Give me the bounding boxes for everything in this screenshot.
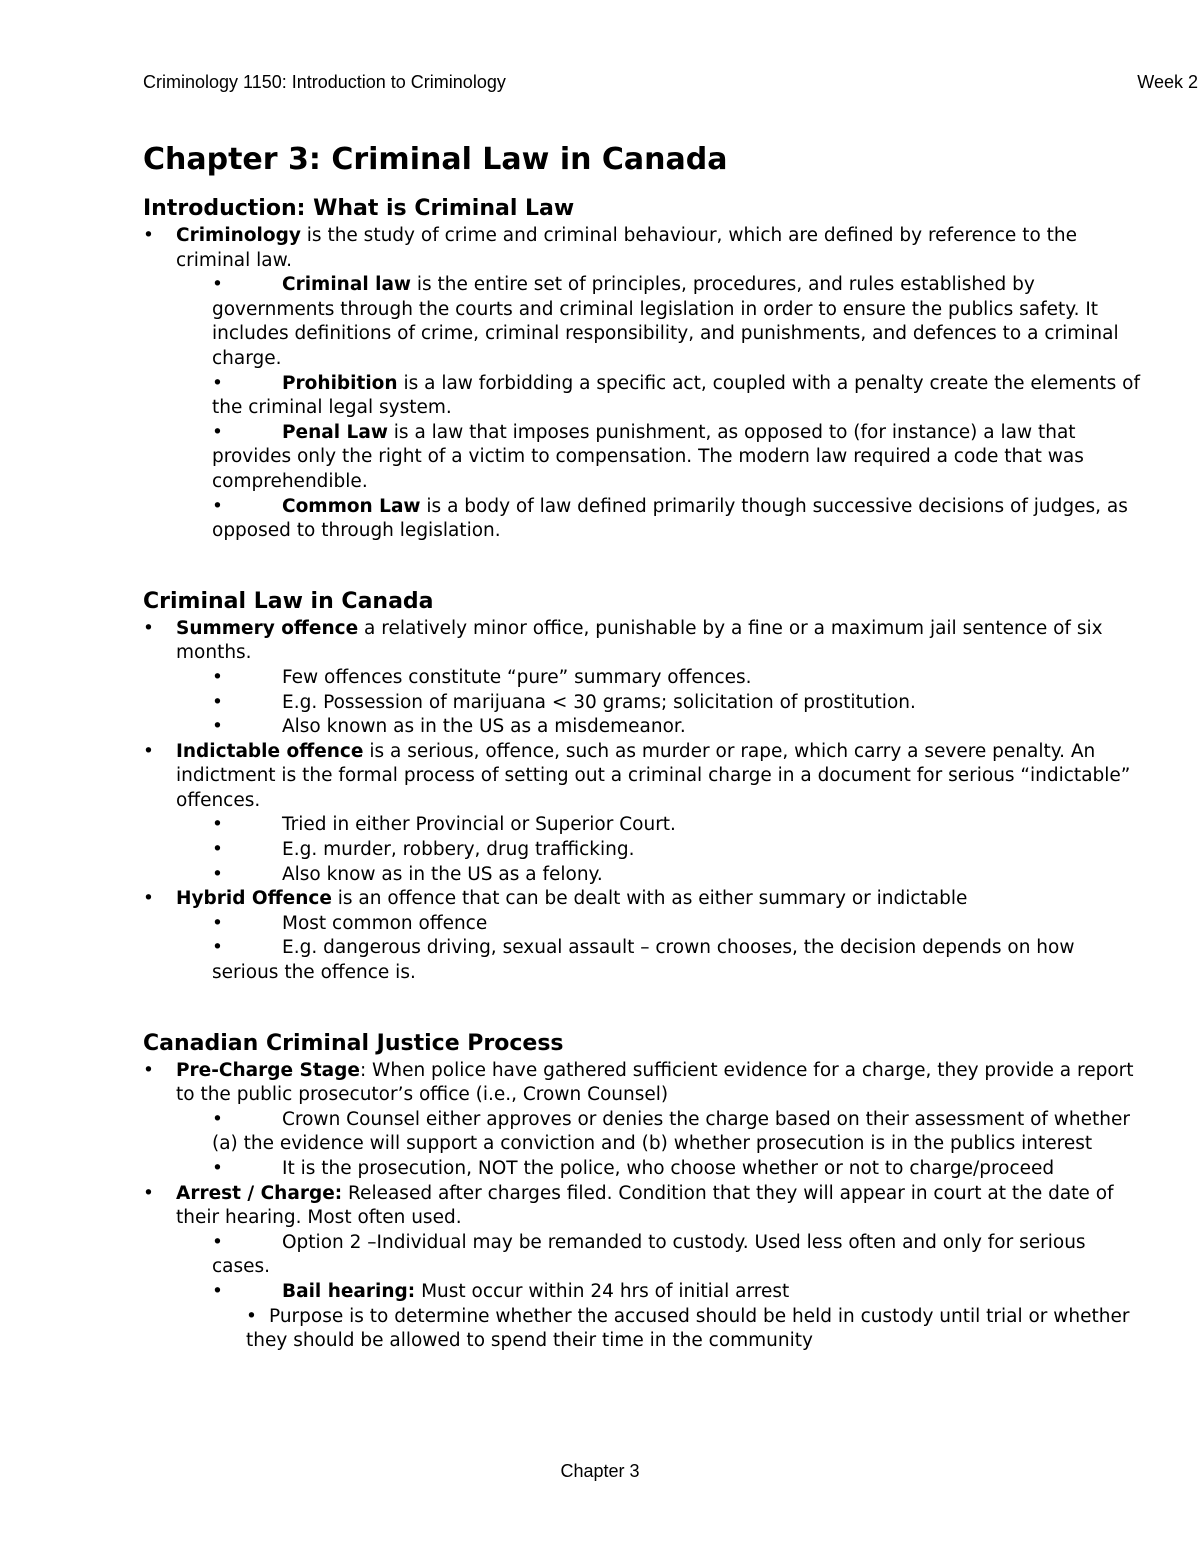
list-item — [212, 912, 1143, 937]
list-item — [212, 1108, 1143, 1157]
term: Pre-Charge Stage — [176, 1059, 360, 1081]
definition: is an offence that can be dealt with as either summary or indictable — [331, 888, 968, 910]
term: Summery offence — [176, 617, 359, 639]
document-body — [143, 140, 1143, 1354]
definition: is a law that imposes punishment, as opposed to (for instance) a law that provides only the right of a victim to compensation. The modern law required a code that was comprehendible. — [212, 421, 1084, 492]
sub-point: Purpose is to determine whether the accused should be held in custody until trial or whether they should be allowed to spend their time in the community — [246, 1305, 1130, 1352]
bullet-icon: • — [143, 888, 154, 910]
definition: : When police have gathered sufficient evidence for a charge, they provide a report to the public prosecutor’s office (i.e., Crown Counsel) — [176, 1059, 1134, 1106]
sub-point: Few offences constitute “pure” summary offences. — [282, 666, 752, 688]
bullet-icon: • — [212, 863, 223, 885]
term: Bail hearing: — [282, 1280, 416, 1302]
definition: is the entire set of principles, procedures, and rules established by governments through the courts and criminal legislation in order to ensure the publics safety. It includes definitions of crime, criminal responsibility, and punishments, and defences to a criminal charge. — [212, 274, 1119, 369]
bullet-icon: • — [212, 421, 223, 443]
bullet-icon: • — [246, 1305, 257, 1327]
section-heading: Criminal Law in Canada — [143, 588, 434, 614]
bullet-icon: • — [143, 1059, 154, 1081]
page-footer: Chapter 3 — [560, 1461, 640, 1481]
sub-point: Also known as in the US as a misdemeanor. — [282, 716, 686, 738]
bullet-icon: • — [212, 1108, 223, 1130]
definition: is a body of law defined primarily though successive decisions of judges, as opposed to through legislation. — [212, 495, 1128, 542]
list-item — [212, 495, 1143, 544]
running-header-week: Week 2 — [1137, 72, 1198, 92]
list-item — [212, 1231, 1143, 1280]
definition: Must occur within 24 hrs of initial arrest — [415, 1280, 790, 1302]
term: Criminology — [176, 225, 301, 246]
definition: is a serious, offence, such as murder or rape, which carry a severe penalty. An indictment is the formal process of setting out a criminal charge in a document for serious “indictable” offences. — [176, 740, 1131, 811]
sub-point: E.g. dangerous driving, sexual assault – crown chooses, the decision depends on how serious the offence is. — [212, 937, 1075, 984]
list-item — [143, 740, 1143, 814]
list-item — [212, 666, 1143, 691]
term: Common Law — [282, 495, 421, 517]
section-introduction — [143, 194, 1143, 544]
list-item — [212, 421, 1143, 495]
list-item — [212, 1280, 1143, 1305]
list-item — [143, 617, 1143, 666]
list-item — [212, 715, 1143, 740]
list-item — [212, 273, 1143, 371]
bullet-icon: • — [212, 1158, 223, 1179]
list-item — [212, 936, 1143, 985]
list-item — [212, 372, 1143, 421]
list-item — [212, 813, 1143, 838]
sub-point: Tried in either Provincial or Superior Court. — [282, 814, 676, 836]
bullet-icon: • — [212, 1231, 223, 1253]
list-item — [143, 1059, 1143, 1108]
list-item — [143, 1182, 1143, 1231]
bullet-icon: • — [212, 937, 223, 959]
section-heading: Canadian Criminal Justice Process — [143, 1030, 564, 1056]
sub-point: Crown Counsel either approves or denies the charge based on their assessment of whether (a) the evidence will support a conviction and (b) whether prosecution is in the publics interest — [212, 1108, 1131, 1155]
sub-point: Most common offence — [282, 912, 488, 934]
list-item — [212, 838, 1143, 863]
list-item — [246, 1305, 1143, 1354]
bullet-icon: • — [143, 617, 154, 639]
sub-point: E.g. Possession of marijuana < 30 grams; solicitation of prostitution. — [282, 691, 916, 713]
list-item — [212, 1157, 1143, 1182]
section-criminal-law-in-canada — [143, 587, 1143, 986]
list-item — [143, 224, 1143, 273]
definition: Released after charges filed. Condition that they will appear in court at the date of their hearing. Most often used. — [176, 1182, 1114, 1229]
bullet-icon: • — [212, 372, 223, 394]
bullet-icon: • — [143, 1182, 154, 1204]
section-heading: Introduction: What is Criminal Law — [143, 196, 575, 221]
list-item — [143, 887, 1143, 912]
bullet-icon: • — [212, 839, 223, 861]
term: Penal Law — [282, 421, 388, 443]
list-item — [212, 691, 1143, 716]
definition: is a law forbidding a specific act, coupled with a penalty create the elements of the criminal legal system. — [212, 372, 1140, 419]
bullet-icon: • — [143, 225, 154, 246]
running-header-course: Criminology 1150: Introduction to Criminology — [143, 72, 506, 92]
sub-point: E.g. murder, robbery, drug trafficking. — [282, 839, 635, 861]
bullet-icon: • — [143, 740, 154, 762]
bullet-icon: • — [212, 495, 223, 517]
sub-point: It is the prosecution, NOT the police, who choose whether or not to charge/proceed — [282, 1158, 1055, 1179]
term: Arrest / Charge: — [176, 1182, 343, 1204]
list-item — [212, 863, 1143, 888]
sub-point: Option 2 –Individual may be remanded to custody. Used less often and only for serious cases. — [212, 1231, 1086, 1278]
bullet-icon: • — [212, 1280, 223, 1302]
bullet-icon: • — [212, 912, 223, 934]
term: Hybrid Offence — [176, 888, 332, 910]
bullet-icon: • — [212, 691, 223, 713]
bullet-icon: • — [212, 716, 223, 738]
term: Criminal law — [282, 274, 412, 296]
bullet-icon: • — [212, 274, 223, 296]
term: Prohibition — [282, 372, 398, 394]
section-justice-process — [143, 1029, 1143, 1354]
sub-point: Also know as in the US as a felony. — [282, 863, 603, 885]
definition: is the study of crime and criminal behaviour, which are defined by reference to the criminal law. — [176, 225, 1078, 271]
chapter-title: Chapter 3: Criminal Law in Canada — [143, 142, 728, 177]
bullet-icon: • — [212, 666, 223, 688]
definition: a relatively minor office, punishable by a fine or a maximum jail sentence of six months. — [176, 617, 1103, 664]
bullet-icon: • — [212, 814, 223, 836]
term: Indictable offence — [176, 740, 364, 762]
